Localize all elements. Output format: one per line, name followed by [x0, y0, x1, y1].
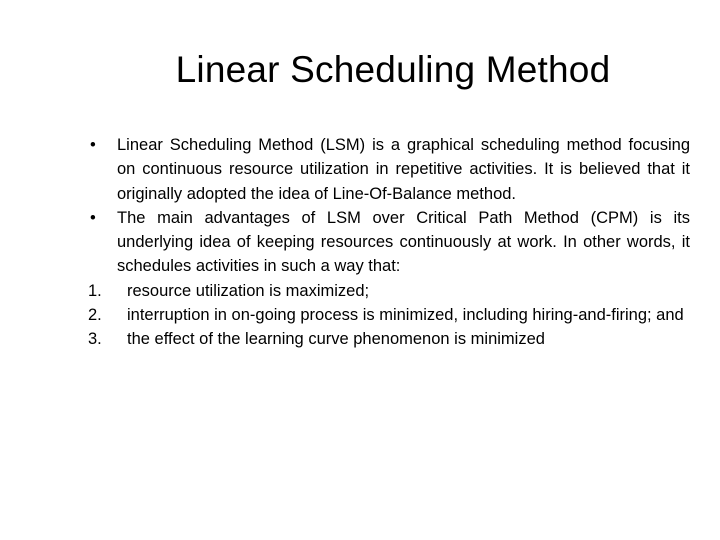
slide-body-list — [0, 133, 720, 352]
number-marker: 2. — [88, 306, 102, 325]
bullet-text: The main advantages of LSM over Critical Path Method (CPM) is its underlying idea of keeping resources continuously at work. In other words, it schedules activities in such a way that: — [117, 208, 690, 276]
numbered-item — [0, 279, 690, 303]
bullet-text: (LSM) is a graphical scheduling method focusing on continuous resource utilization in repetitive activities. It is believed that it originally adopted the idea of Line-Of-Balance method. — [117, 136, 690, 203]
numbered-text: resource utilization is maximized; — [127, 281, 370, 300]
numbered-text: interruption in on-going process is minimized, including hiring-and-firing; and — [127, 306, 684, 325]
numbered-item — [0, 327, 690, 351]
numbered-text: the effect of the learning curve phenomenon is minimized — [127, 330, 545, 349]
bullet-marker: • — [90, 136, 96, 154]
bullet-item — [0, 206, 690, 279]
bullet-item — [0, 133, 690, 206]
number-marker: 3. — [88, 330, 102, 349]
bullet-lead-text: Linear Scheduling Method — [117, 136, 314, 154]
slide-title: Linear Scheduling Method — [175, 49, 611, 90]
bullet-marker: • — [90, 208, 96, 227]
number-marker: 1. — [88, 281, 102, 300]
numbered-item — [0, 303, 690, 327]
